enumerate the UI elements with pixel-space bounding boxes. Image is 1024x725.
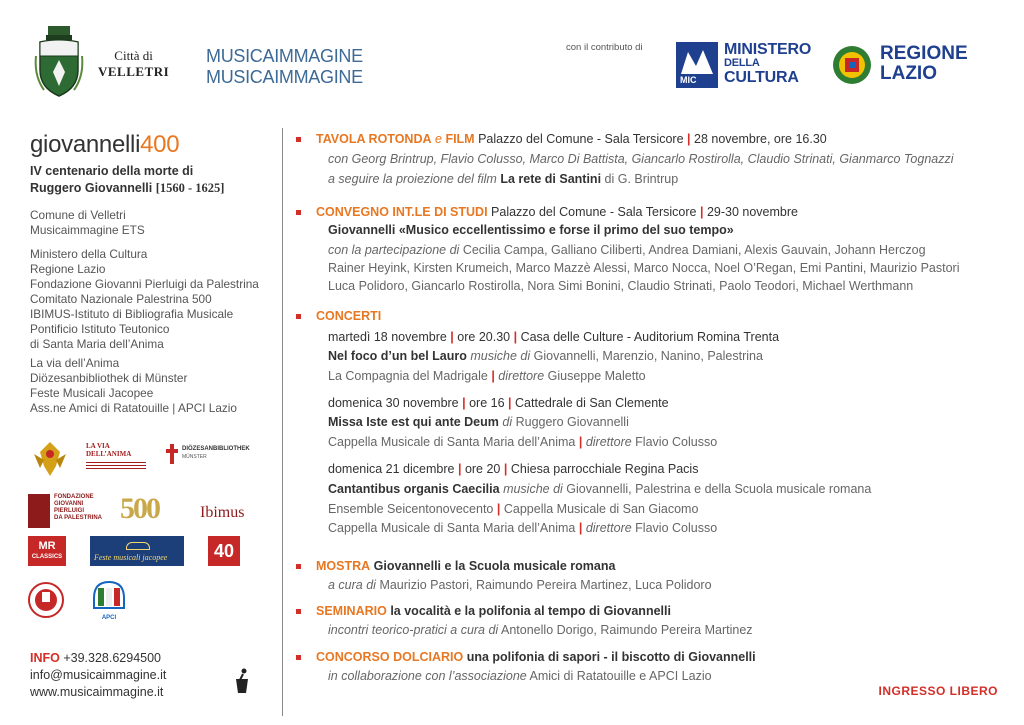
- partner: Diözesanbibliothek di Münster: [30, 371, 188, 385]
- tavola-film: FILM: [445, 132, 475, 146]
- column-divider: [282, 128, 283, 716]
- partner-logos: [28, 440, 264, 625]
- convegno-heading: [316, 205, 798, 219]
- concert-1-composers: Giovannelli, Marenzio, Nanino, Palestrina: [533, 349, 763, 363]
- convegno-date: 29-30 novembre: [706, 205, 798, 219]
- email-link[interactable]: info@musicaimmagine.it: [30, 668, 167, 682]
- concert-2-performers: [328, 435, 717, 449]
- forty-logo: 40: [208, 536, 240, 566]
- concert-3-ensemble-2: Cappella Musicale di San Giacomo: [503, 502, 699, 516]
- collab-label: in collaborazione con l’associazione: [328, 669, 527, 683]
- mostra-curators: [328, 578, 712, 592]
- fond-l4: DA PALESTRINA: [54, 515, 102, 521]
- partner: Regione Lazio: [30, 262, 106, 276]
- separator: |: [513, 330, 518, 344]
- participation-label: con la partecipazione di: [328, 243, 460, 257]
- convegno-title: Giovannelli «Musico eccellentissimo e forse il primo del suo tempo»: [328, 223, 734, 237]
- concert-1-title: Nel foco d’un bel Lauro: [328, 349, 467, 363]
- via-anima-text: LA VIA DELL’ANIMA: [86, 442, 132, 458]
- munster-text: MÜNSTER: [182, 454, 207, 460]
- separator: |: [491, 369, 495, 383]
- convegno-head: CONVEGNO INT.LE DI STUDI: [316, 205, 488, 219]
- feste-musicali-logo: [90, 536, 184, 566]
- seminario-desc-label: incontri teorico-pratici a cura di: [328, 623, 499, 637]
- by-label: di: [502, 415, 513, 429]
- feste-text: Feste musicali jacopee: [94, 553, 168, 562]
- mr-text: MR: [38, 540, 56, 552]
- concert-3-performers: [328, 521, 717, 535]
- subtitle-years: [1560 - 1625]: [155, 181, 225, 195]
- director-label: direttore: [585, 521, 632, 535]
- red-cross-icon: [166, 444, 178, 464]
- bullet-icon: [296, 564, 301, 569]
- apci-text: APCI: [101, 615, 117, 621]
- partner: Pontificio Istituto Teutonico: [30, 322, 170, 336]
- mic-label: MIC: [680, 75, 697, 85]
- tavola-participants: con Georg Brintrup, Flavio Colusso, Marco Di Battista, Giancarlo Rostirolla, Claudio Strinati, Gianmarco Tognazzi: [328, 152, 954, 166]
- concert-3-program: [328, 482, 871, 496]
- via-anima-logo: [86, 442, 146, 478]
- partner: La via dell’Anima: [30, 356, 120, 370]
- bullet-icon: [296, 314, 301, 319]
- concert-3-day: domenica 21 dicembre: [328, 462, 455, 476]
- concert-3-title: Cantantibus organis Caecilia: [328, 482, 500, 496]
- music-by-label: musiche di: [503, 482, 563, 496]
- partners-list: [30, 247, 259, 416]
- curated-by-label: a cura di: [328, 578, 376, 592]
- separator: |: [687, 132, 691, 146]
- palestrina-500-logo: 500: [120, 492, 159, 525]
- teutonic-institute-logo-icon: [30, 440, 70, 478]
- separator: |: [508, 396, 512, 410]
- partner: Ass.ne Amici di Ratatouille | APCI Lazio: [30, 401, 237, 415]
- concert-3-time: ore 20: [464, 462, 501, 476]
- mostra-head: MOSTRA: [316, 559, 371, 573]
- mostra-names: Maurizio Pastori, Raimundo Pereira Martinez, Luca Polidoro: [379, 578, 712, 592]
- fond-l2: GIOVANNI: [54, 501, 84, 507]
- separator: |: [578, 435, 583, 449]
- seminario-desc: [328, 623, 753, 637]
- concert-2-time: ore 16: [469, 396, 505, 410]
- fondazione-mark-icon: [28, 494, 50, 528]
- tavola-heading: [316, 132, 827, 146]
- concert-2-place: Cattedrale di San Clemente: [515, 396, 669, 410]
- bullet-icon: [296, 137, 301, 142]
- organizers-list: [30, 208, 145, 238]
- musicaimmagine-line-2: MUSICAIMMAGINE: [206, 67, 363, 87]
- title-word: giovannelli: [30, 131, 141, 158]
- concorso-head: CONCORSO DOLCIARIO: [316, 650, 464, 664]
- separator: |: [578, 521, 583, 535]
- ibimus-logo: Ibimus: [200, 504, 245, 521]
- mostra-title: Giovannelli e la Scuola musicale romana: [373, 559, 616, 573]
- concert-3-director: Flavio Colusso: [635, 521, 718, 535]
- event-subtitle: [30, 163, 224, 197]
- concert-1-info: [328, 330, 779, 344]
- ministero-line-3: CULTURA: [724, 69, 799, 86]
- mostra-heading: [316, 559, 615, 573]
- concert-1-performers: [328, 369, 646, 383]
- tavola-place: Palazzo del Comune - Sala Tersicore: [478, 132, 684, 146]
- film-author: di G. Brintrup: [604, 172, 679, 186]
- bullet-icon: [296, 210, 301, 215]
- fond-l3: PIERLUIGI: [54, 508, 85, 514]
- event-title: [30, 131, 179, 159]
- separator: |: [457, 462, 462, 476]
- concert-2-ensemble: Cappella Musicale di Santa Maria dell’Anima: [328, 435, 576, 449]
- ministero-cultura-logo: [676, 41, 812, 88]
- concert-2-director: Flavio Colusso: [635, 435, 718, 449]
- regione-line-2: LAZIO: [880, 63, 937, 84]
- film-title: La rete di Santini: [500, 172, 602, 186]
- trash-bin-icon: [232, 668, 252, 694]
- concert-2-day: domenica 30 novembre: [328, 396, 459, 410]
- partner: Feste Musicali Jacopee: [30, 386, 154, 400]
- regione-line-1: REGIONE: [880, 43, 968, 64]
- info-block: [30, 650, 166, 701]
- city-label: Città di: [114, 48, 153, 63]
- mr-classics-logo: [28, 536, 66, 566]
- classics-text: CLASSICS: [31, 554, 63, 560]
- concerti-head: CONCERTI: [316, 309, 382, 323]
- subtitle-line-2: Ruggero Giovannelli: [30, 181, 153, 195]
- title-number: 400: [140, 131, 180, 158]
- concert-2-composer: Ruggero Giovannelli: [515, 415, 629, 429]
- fond-l1: FONDAZIONE: [54, 494, 94, 500]
- concert-3-composers: Giovannelli, Palestrina e della Scuola musicale romana: [566, 482, 872, 496]
- concert-3-ensembles: [328, 502, 698, 516]
- convegno-participants-3: Luca Polidoro, Giancarlo Rostirolla, Nora Simi Bonini, Claudio Strinati, Paolo Teodori, Michael Werthmann: [328, 279, 914, 293]
- concert-1-ensemble: La Compagnia del Madrigale: [328, 369, 488, 383]
- website-link[interactable]: www.musicaimmagine.it: [30, 685, 164, 699]
- separator: |: [503, 462, 508, 476]
- concert-1-program: [328, 349, 763, 363]
- contributo-label: con il contributo di: [566, 42, 643, 53]
- organizer: Comune di Velletri: [30, 208, 126, 222]
- seminario-head: SEMINARIO: [316, 604, 387, 618]
- seminario-names: Antonello Dorigo, Raimundo Pereira Martinez: [501, 623, 753, 637]
- concert-3-ensemble-1: Ensemble Seicentonovecento: [328, 502, 494, 516]
- concert-3-info: [328, 462, 698, 476]
- tavola-date: 28 novembre, ore 16.30: [694, 132, 827, 146]
- convegno-participants-1: [328, 243, 926, 257]
- convegno-participants-2: Rainer Heyink, Kirsten Krumeich, Marco Mazzè Alessi, Marco Nocca, Noel O’Regan, Emi Pantini, Maurizio Pastori: [328, 261, 960, 275]
- partner: Comitato Nazionale Palestrina 500: [30, 292, 212, 306]
- tavola-e: e: [435, 132, 442, 146]
- film-intro: a seguire la proiezione del film: [328, 172, 497, 186]
- regione-lazio-logo: [832, 44, 982, 86]
- concert-1-time: ore 20.30: [457, 330, 511, 344]
- seminario-title: la vocalità e la polifonia al tempo di Giovannelli: [390, 604, 671, 618]
- apci-logo: [90, 580, 128, 621]
- organizer: Musicaimmagine ETS: [30, 223, 145, 237]
- info-label: INFO: [30, 651, 60, 665]
- partner: Ministero della Cultura: [30, 247, 148, 261]
- seminario-heading: [316, 604, 671, 618]
- concert-1-place: Casa delle Culture - Auditorium Romina Trenta: [520, 330, 780, 344]
- partner: IBIMUS-Istituto di Bibliografia Musicale: [30, 307, 234, 321]
- velletri-crest: [34, 26, 84, 98]
- lazio-emblem-icon: [832, 45, 872, 85]
- ministero-line-2: DELLA: [724, 57, 760, 69]
- fondazione-palestrina-logo: [28, 494, 108, 528]
- concert-2-title: Missa Iste est qui ante Deum: [328, 415, 499, 429]
- free-entry-label: INGRESSO LIBERO: [878, 684, 998, 698]
- ministero-line-1: MINISTERO: [724, 41, 812, 58]
- phone-number[interactable]: +39.328.6294500: [63, 651, 162, 665]
- participants: Cecilia Campa, Galliano Ciliberti, Andrea Damiani, Alexis Gauvain, Johann Herczog: [462, 243, 926, 257]
- concert-3-ensemble: Cappella Musicale di Santa Maria dell’Anima: [328, 521, 576, 535]
- city-name: VELLETRI: [98, 64, 170, 79]
- bullet-icon: [296, 609, 301, 614]
- city-of-velletri: [98, 48, 169, 80]
- partner: di Santa Maria dell’Anima: [30, 337, 164, 351]
- director-label: direttore: [585, 435, 632, 449]
- director-label: direttore: [498, 369, 545, 383]
- separator: |: [462, 396, 466, 410]
- concert-1-day: martedì 18 novembre: [328, 330, 447, 344]
- partner: Fondazione Giovanni Pierluigi da Palestrina: [30, 277, 259, 291]
- tavola-film-line: [328, 172, 678, 186]
- separator: |: [699, 205, 704, 219]
- music-by-label: musiche di: [470, 349, 531, 363]
- concorso-collab: [328, 669, 712, 683]
- concorso-heading: [316, 650, 756, 664]
- dioz-text: DIÖZESANBIBLIOTHEK: [182, 446, 250, 452]
- concert-2-program: [328, 415, 629, 429]
- concorso-title: una polifonia di sapori - il biscotto di Giovannelli: [466, 650, 756, 664]
- concert-3-place: Chiesa parrocchiale Regina Pacis: [510, 462, 699, 476]
- musicaimmagine-logo: [206, 46, 363, 88]
- ratatouille-logo-icon: [28, 582, 64, 618]
- separator: |: [496, 502, 501, 516]
- bullet-icon: [296, 655, 301, 660]
- apci-emblem-icon: [90, 580, 128, 610]
- subtitle-line-1: IV centenario della morte di: [30, 164, 194, 178]
- concert-2-info: [328, 396, 669, 410]
- concert-1-director: Giuseppe Maletto: [547, 369, 646, 383]
- musicaimmagine-line-1: MUSICAIMMAGINE: [206, 46, 363, 66]
- concorso-names: Amici di Ratatouille e APCI Lazio: [529, 669, 712, 683]
- separator: |: [450, 330, 454, 344]
- convegno-place: Palazzo del Comune - Sala Tersicore: [491, 205, 697, 219]
- tavola-head: TAVOLA ROTONDA: [316, 132, 432, 146]
